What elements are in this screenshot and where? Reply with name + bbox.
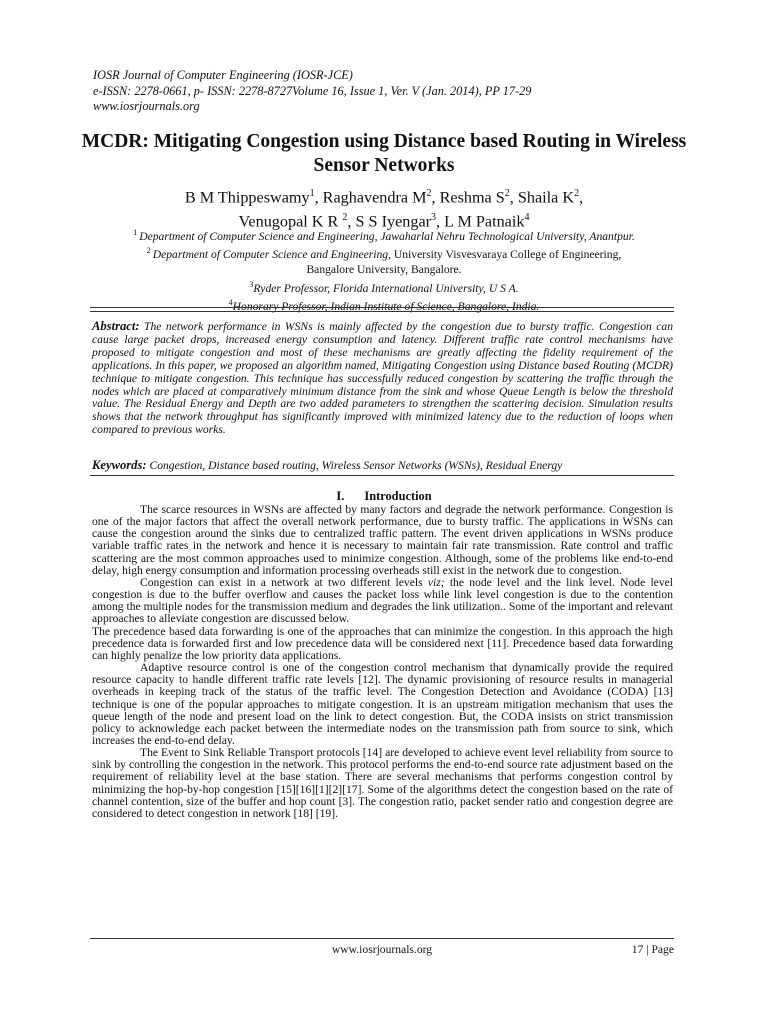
affiliation-text: Ryder Professor, Florida International University, U S A. (253, 281, 519, 295)
affiliation-3 (60, 278, 708, 296)
affiliation-mark: 4 (228, 297, 233, 307)
footer-website[interactable]: www.iosrjournals.org (331, 943, 433, 956)
paragraph-emphasis: viz; (427, 575, 445, 589)
affiliation-text: Department of Computer Science and Engineering, Jawaharlal Nehru Technological University, Anantpur. (139, 229, 635, 243)
body-text (92, 504, 673, 820)
paragraph: The Event to Sink Reliable Transport protocols [14] are developed to achieve event level reliability from source to sink by controlling the congestion in the network. This protocol performs the end-to-end source rate adjustment based on the requirement of reliability level at the base station. There are several mechanisms that performs congestion control by minimizing the hop-by-hop congestion [15][16][1][2][17]. Some of the algorithms detect the congestion based on the rate of channel contention, size of the buffer and hop count [3]. The congestion ratio, packet sender ratio and congestion degree are considered to detect congestion in network [18] [19]. (92, 746, 673, 820)
affiliations (60, 226, 708, 314)
author-affiliation-mark: 2 (504, 188, 510, 199)
section-number: I. (336, 489, 345, 503)
journal-header (93, 68, 531, 115)
affiliation-text: University Visvesvaraya College of Engineering, (391, 248, 622, 262)
abstract-label: Abstract: (92, 319, 140, 333)
section-heading (60, 489, 708, 504)
paragraph (92, 577, 673, 626)
affiliation-text: Department of Computer Science and Engineering, (152, 248, 391, 262)
paragraph-text: the node level and the link level. Node level congestion is due to the buffer overflow and causes the packet loss while link level congestion is due to the contention among the multiple nodes for the transmission medium and degrades the link utilization.. Some of the important and relevant approaches to alleviate congestion are discussed below. (92, 575, 673, 626)
affiliation-mark: 2 (146, 246, 153, 256)
paragraph-text: Congestion can exist in a network at two different levels (140, 575, 428, 589)
page-number: 17 | Page (631, 943, 674, 956)
abstract-text: The network performance in WSNs is mainly affected by the congestion due to bursty traffic. Congestion can cause large packet drops, increased energy consumption and latency. Different traffic rate control mechanisms have proposed to mitigate congestion and most of these mechanisms are greatly affecting the fidelity requirement of the applications. In this paper, we proposed an algorithm named, Mitigating Congestion using Distance based Routing (MCDR) technique to mitigate congestion. This technique has successfully reduced congestion by scattering the traffic through the nodes which are placed at comparatively minimum distance from the sink and whose Queue Length is below the threshold value. The Residual Energy and Depth are two added parameters to strengthen the scattering decision. Simulation results shows that the network throughput has significantly improved with minimized latency due to the reduction of loops when compared to previous works. (92, 320, 673, 437)
author-name: L M Patnaik (444, 212, 525, 231)
author-name: Shaila K (517, 188, 575, 207)
footer-divider (90, 938, 674, 939)
journal-issn: e-ISSN: 2278-0661, p- ISSN: 2278-8727Volume 16, Issue 1, Ver. V (Jan. 2014), PP 17-29 (93, 83, 532, 98)
author-affiliation-mark: 1 (309, 188, 315, 199)
author-affiliation-mark: 2 (426, 188, 432, 199)
paragraph: The scarce resources in WSNs are affected by many factors and degrade the network performance. Congestion is one of the major factors that affect the overall network performance, due to bursty traffic. The applications in WSNs can cause the congestion around the sinks due to centralized traffic pattern. The event driven applications in WSNs produce variable traffic rates in the network and hence it is necessary to maintain fair rate transmission. Rate control and traffic scattering are the most common approaches used to minimize congestion. Although, some of the problems like end-to-end delay, high energy consumption and information processing overheads still exist in the network due to congestion. (92, 503, 673, 577)
author-affiliation-mark: 2 (342, 211, 348, 223)
section-title: Introduction (364, 489, 432, 503)
journal-website[interactable]: www.iosrjournals.org (93, 99, 200, 113)
affiliation-2 (60, 244, 708, 262)
author-name: Reshma S (439, 188, 505, 207)
divider (90, 307, 674, 308)
affiliation-2-line2: Bangalore University, Bangalore. (306, 262, 462, 276)
author-affiliation-mark: 4 (524, 211, 530, 223)
paper-title: MCDR: Mitigating Congestion using Distance based Routing in Wireless Sensor Networks (81, 131, 687, 176)
author-name: B M Thippeswamy (184, 188, 310, 207)
keywords-label: Keywords: (92, 458, 147, 472)
author-name: Venugopal K R (238, 212, 343, 231)
divider (90, 311, 674, 312)
abstract (92, 320, 673, 437)
author-name: S S Iyengar (355, 212, 432, 231)
divider (90, 475, 674, 476)
paragraph: The precedence based data forwarding is one of the approaches that can minimize the congestion. In this approach the high precedence data is forwarded first and low precedence data will be considered next [11]. Precedence based data forwarding can highly penalize the low priority data applications. (92, 624, 673, 662)
affiliation-text: Honorary Professor, Indian Institute of Science, Bangalore, India. (232, 299, 540, 313)
paragraph: Adaptive resource control is one of the congestion control mechanism that dynamically provide the required resource capacity to handle different traffic rate levels [12]. The dynamic provisioning of resource results in managerial overheads in keeping track of the status of the traffic level. The Congestion Detection and Avoidance (CODA) [13] technique is one of the popular approaches to mitigate congestion. It is an upstream mitigation mechanism that uses the queue length of the node and present load on the link to detect congestion. But, the CODA insists on strict transmission policy to acknowledge each packet between the intermediate nodes on the transmission path from source to sink, which increases the end-to-end delay. (92, 661, 673, 747)
author-name: Raghavendra M (322, 188, 427, 207)
author-affiliation-mark: 2 (574, 188, 580, 199)
affiliation-mark: 3 (249, 279, 254, 289)
author-affiliation-mark: 3 (431, 211, 437, 223)
author-list: B M Thippeswamy$^1$, Raghavendra $M^2$, Reshma $S^2$, Shaila $K^2$, Venugopal K R $^2$, S S Iyengar$^3$, L M Patnaik$^4$ (184, 188, 584, 231)
keywords-text: Congestion, Distance based routing, Wireless Sensor Networks (WSNs), Residual Energy (149, 459, 563, 472)
keywords (92, 459, 673, 472)
affiliation-1 (60, 226, 708, 244)
journal-name: IOSR Journal of Computer Engineering (IOSR-JCE) (93, 68, 353, 82)
affiliation-mark: 1 (133, 228, 140, 237)
